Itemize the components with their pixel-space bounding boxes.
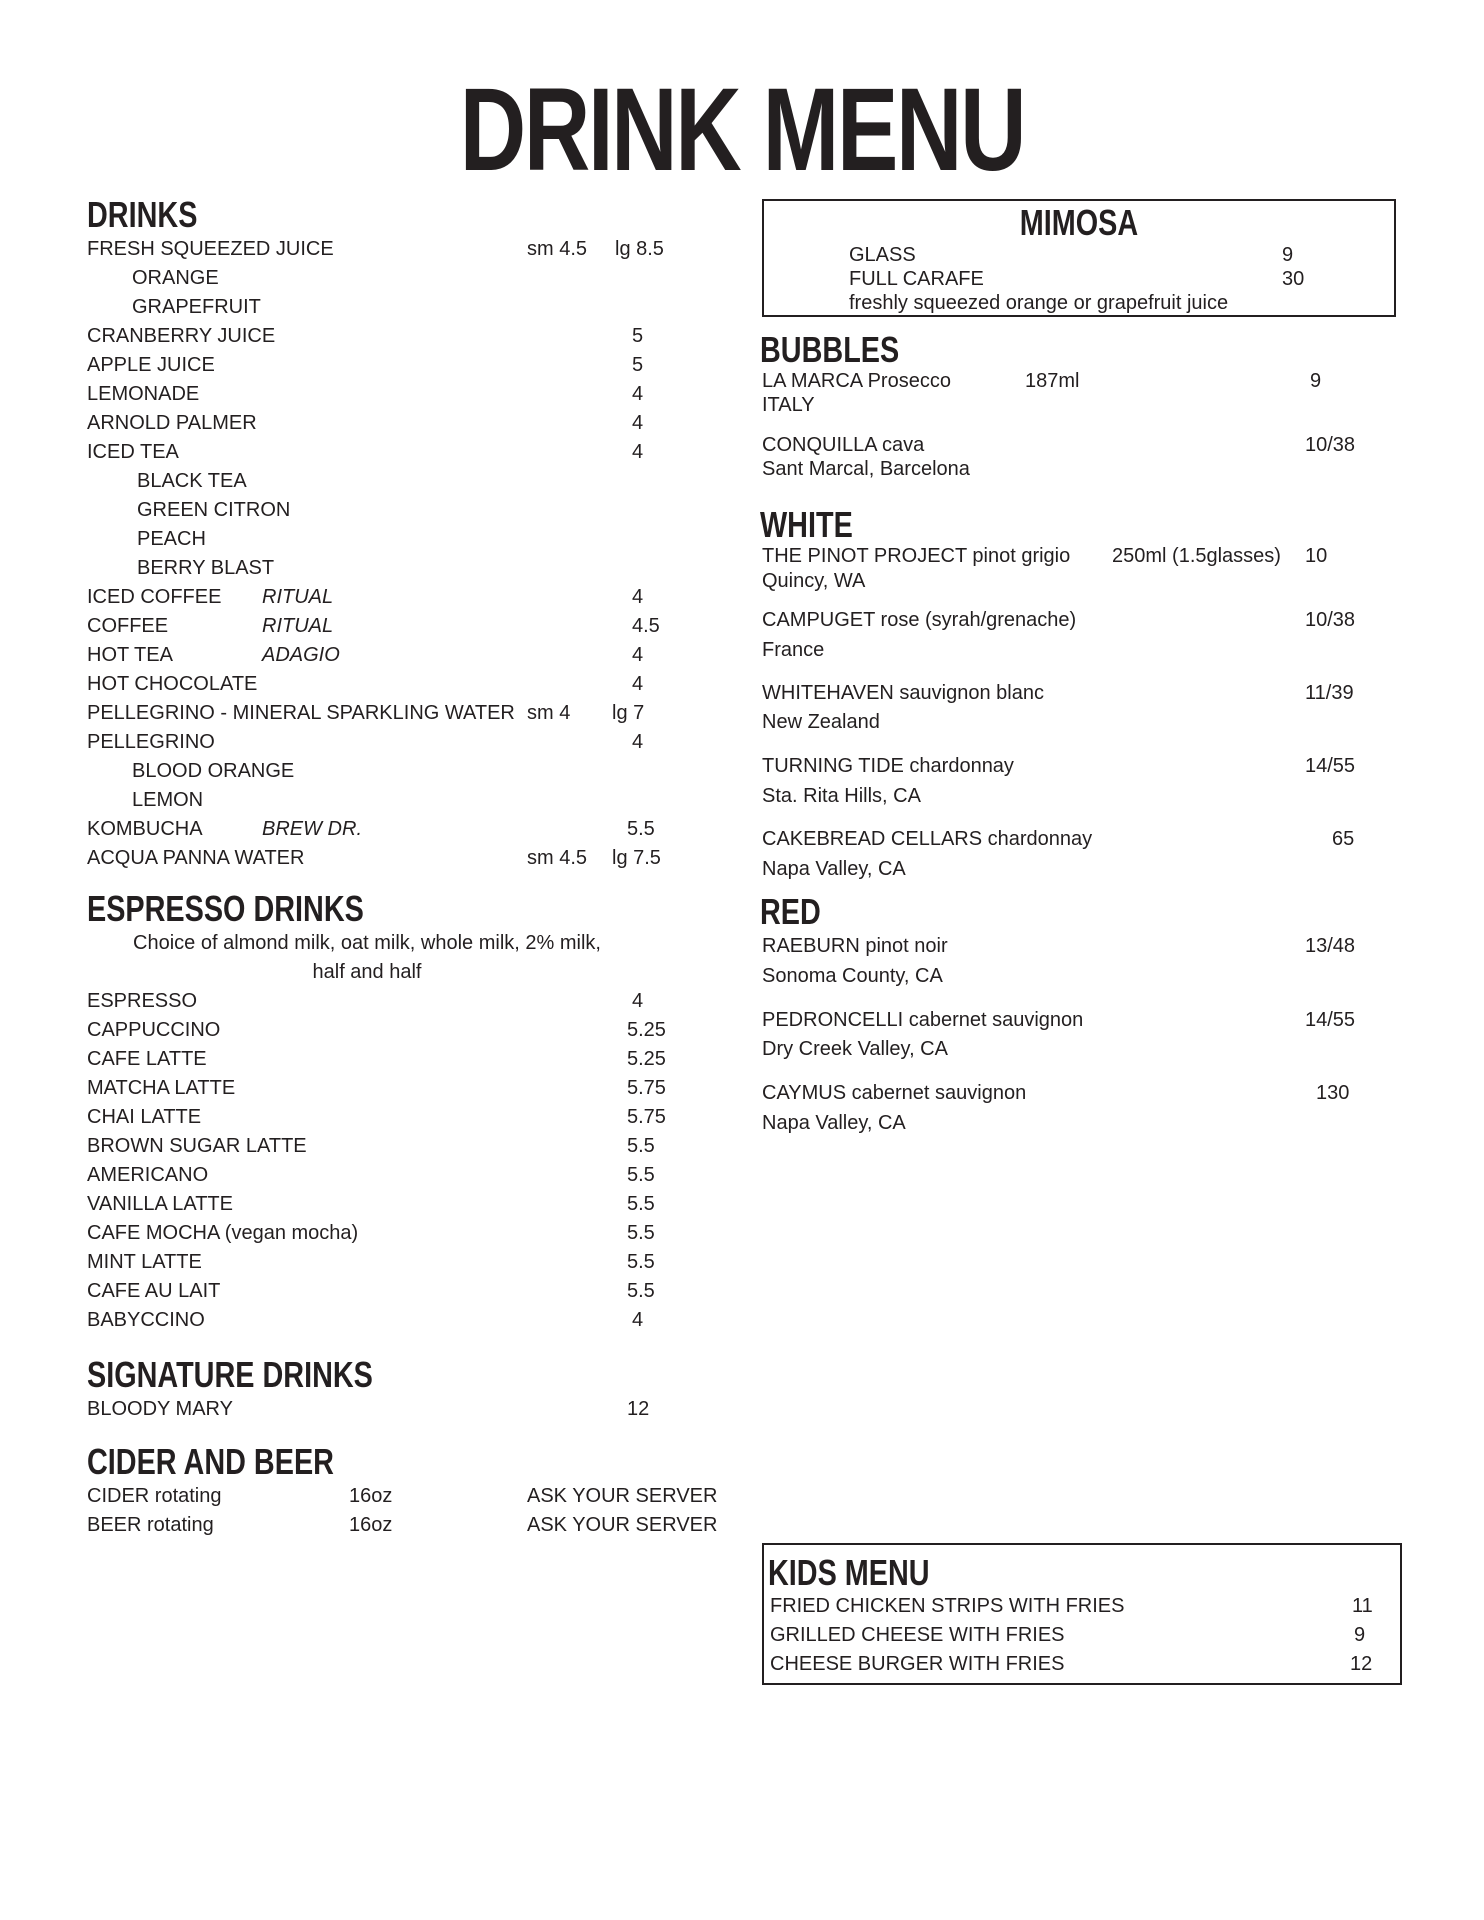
milk-note: Choice of almond milk, oat milk, whole milk, 2% milk, xyxy=(133,932,601,954)
item-price-large: lg 8.5 xyxy=(615,238,664,260)
page-title: DRINK MENU xyxy=(459,64,1025,196)
item-price: 5.5 xyxy=(627,818,655,840)
wine-price: 9 xyxy=(1310,370,1322,392)
item-price: 12 xyxy=(627,1398,650,1420)
item-price: 5.75 xyxy=(627,1077,666,1099)
item-name: ESPRESSO xyxy=(87,990,198,1012)
item-price: 4 xyxy=(632,586,644,608)
wine-name: CAYMUS cabernet sauvignon xyxy=(762,1082,1027,1104)
item-price: 4 xyxy=(632,441,644,463)
item-size: 16oz xyxy=(349,1485,393,1507)
wine-name: PEDRONCELLI cabernet sauvignon xyxy=(762,1009,1084,1031)
option-item: PEACH xyxy=(137,528,206,550)
item-name: BROWN SUGAR LATTE xyxy=(87,1135,307,1157)
option-item: BLOOD ORANGE xyxy=(132,760,295,782)
menu-item xyxy=(87,699,707,728)
item-name: KOMBUCHA xyxy=(87,818,203,840)
mimosa-carafe-price: 30 xyxy=(1282,268,1305,290)
kids-menu-box xyxy=(762,1543,1402,1685)
menu-item xyxy=(87,1074,707,1103)
wine-name: WHITEHAVEN sauvignon blanc xyxy=(762,682,1044,704)
item-price: 5.75 xyxy=(627,1106,666,1128)
wine-size: 250ml (1.5glasses) xyxy=(1112,545,1281,567)
menu-item xyxy=(87,987,707,1016)
item-name: PELLEGRINO - MINERAL SPARKLING WATER xyxy=(87,702,515,724)
menu-item xyxy=(87,1016,707,1045)
mimosa-glass-name: GLASS xyxy=(849,244,916,266)
option-item: LEMON xyxy=(132,789,204,811)
item-name: CAPPUCCINO xyxy=(87,1019,221,1041)
mimosa-heading: MIMOSA xyxy=(1019,202,1139,243)
menu-item xyxy=(87,351,707,380)
menu-item xyxy=(87,1277,707,1306)
item-name: BABYCCINO xyxy=(87,1309,205,1331)
item-name: HOT TEA xyxy=(87,644,173,666)
item-brand: BREW DR. xyxy=(262,818,362,840)
drinks-heading: DRINKS xyxy=(87,194,198,235)
item-name: CRANBERRY JUICE xyxy=(87,325,276,347)
item-name: ICED COFFEE xyxy=(87,586,222,608)
wine-name: CAMPUGET rose (syrah/grenache) xyxy=(762,609,1077,631)
signature-heading: SIGNATURE DRINKS xyxy=(87,1354,373,1395)
item-name: CAFE LATTE xyxy=(87,1048,207,1070)
menu-item xyxy=(87,1395,707,1424)
espresso-heading: ESPRESSO DRINKS xyxy=(87,888,364,929)
menu-item xyxy=(87,815,707,844)
option-item: ORANGE xyxy=(132,267,219,289)
wine-origin: Napa Valley, CA xyxy=(762,858,906,880)
item-price: 5.5 xyxy=(627,1193,655,1215)
mimosa-carafe-name: FULL CARAFE xyxy=(849,268,984,290)
wine-origin: Quincy, WA xyxy=(762,570,866,592)
item-brand: ADAGIO xyxy=(262,644,340,666)
wine-price: 10/38 xyxy=(1305,609,1356,631)
item-price: 5.5 xyxy=(627,1164,655,1186)
wine-price: 10 xyxy=(1305,545,1328,567)
item-price: ASK YOUR SERVER xyxy=(527,1514,718,1536)
item-name: LEMONADE xyxy=(87,383,200,405)
wine-price: 13/48 xyxy=(1305,935,1356,957)
menu-item xyxy=(87,1306,707,1335)
item-price: 4 xyxy=(632,1309,644,1331)
kids-item-price: 9 xyxy=(1354,1624,1366,1646)
menu-item xyxy=(87,1482,718,1511)
item-name: ICED TEA xyxy=(87,441,179,463)
item-price-large: lg 7.5 xyxy=(612,847,661,869)
menu-item xyxy=(87,728,707,757)
mimosa-box xyxy=(762,199,1396,317)
wine-name: CONQUILLA cava xyxy=(762,434,925,456)
menu-item xyxy=(87,235,707,264)
menu-item xyxy=(87,612,707,641)
wine-price: 11/39 xyxy=(1305,682,1354,704)
option-item: GRAPEFRUIT xyxy=(132,296,261,318)
left-column xyxy=(87,194,718,1540)
menu-item xyxy=(87,1248,707,1277)
item-price-small: sm 4.5 xyxy=(527,238,588,260)
menu-item xyxy=(87,1190,707,1219)
wine-name: RAEBURN pinot noir xyxy=(762,935,948,957)
item-name: ARNOLD PALMER xyxy=(87,412,257,434)
white-heading: WHITE xyxy=(760,504,853,545)
item-name: BLOODY MARY xyxy=(87,1398,233,1420)
kids-item-price: 11 xyxy=(1352,1595,1373,1617)
item-price-large: lg 7 xyxy=(612,702,645,724)
wine-origin: Sant Marcal, Barcelona xyxy=(762,458,970,480)
item-name: MINT LATTE xyxy=(87,1251,202,1273)
kids-item-name: FRIED CHICKEN STRIPS WITH FRIES xyxy=(770,1595,1125,1617)
item-name: CHAI LATTE xyxy=(87,1106,202,1128)
item-name: CAFE AU LAIT xyxy=(87,1280,221,1302)
wine-name: TURNING TIDE chardonnay xyxy=(762,755,1014,777)
item-price: 5 xyxy=(632,354,644,376)
item-price-small: sm 4.5 xyxy=(527,847,588,869)
wine-price: 14/55 xyxy=(1305,755,1356,777)
item-price: 5.25 xyxy=(627,1019,666,1041)
item-name: ACQUA PANNA WATER xyxy=(87,847,305,869)
item-brand: RITUAL xyxy=(262,586,334,608)
wine-name: THE PINOT PROJECT pinot grigio xyxy=(762,545,1071,567)
option-item: GREEN CITRON xyxy=(137,499,291,521)
kids-item-name: GRILLED CHEESE WITH FRIES xyxy=(770,1624,1065,1646)
item-price: ASK YOUR SERVER xyxy=(527,1485,718,1507)
menu-item xyxy=(87,409,707,438)
menu-item xyxy=(87,844,707,873)
item-price: 5.5 xyxy=(627,1280,655,1302)
item-name: MATCHA LATTE xyxy=(87,1077,236,1099)
menu-item xyxy=(87,1511,718,1540)
item-name: AMERICANO xyxy=(87,1164,209,1186)
item-name: BEER rotating xyxy=(87,1514,214,1536)
item-price: 4 xyxy=(632,990,644,1012)
wine-price: 10/38 xyxy=(1305,434,1356,456)
menu-item xyxy=(87,1132,707,1161)
red-heading: RED xyxy=(760,891,821,932)
item-name: PELLEGRINO xyxy=(87,731,215,753)
wine-price: 130 xyxy=(1316,1082,1350,1104)
wine-price: 14/55 xyxy=(1305,1009,1356,1031)
item-price: 5 xyxy=(632,325,644,347)
option-item: BLACK TEA xyxy=(137,470,247,492)
option-item: BERRY BLAST xyxy=(137,557,275,579)
milk-note: half and half xyxy=(312,961,422,983)
item-price: 4 xyxy=(632,731,644,753)
item-price: 5.5 xyxy=(627,1251,655,1273)
kids-item-price: 12 xyxy=(1350,1653,1373,1675)
item-name: COFFEE xyxy=(87,615,169,637)
item-price: 5.25 xyxy=(627,1048,666,1070)
menu-item xyxy=(87,1161,707,1190)
item-size: 16oz xyxy=(349,1514,393,1536)
wine-origin: ITALY xyxy=(762,394,815,416)
wine-origin: Dry Creek Valley, CA xyxy=(762,1038,948,1060)
item-price: 4 xyxy=(632,673,644,695)
item-price-small: sm 4 xyxy=(527,702,571,724)
kids-item-name: CHEESE BURGER WITH FRIES xyxy=(770,1653,1065,1675)
menu-item xyxy=(87,322,707,351)
menu-item xyxy=(87,670,707,699)
menu-item xyxy=(87,641,707,670)
wine-name: CAKEBREAD CELLARS chardonnay xyxy=(762,828,1093,850)
menu-item xyxy=(87,1045,707,1074)
item-price: 4 xyxy=(632,383,644,405)
wine-origin: New Zealand xyxy=(762,711,880,733)
bubbles-heading: BUBBLES xyxy=(760,329,900,370)
item-price: 5.5 xyxy=(627,1135,655,1157)
item-price: 4 xyxy=(632,644,644,666)
item-name: CIDER rotating xyxy=(87,1485,222,1507)
menu-item xyxy=(87,380,707,409)
kids-heading: KIDS MENU xyxy=(768,1552,930,1593)
wine-origin: Napa Valley, CA xyxy=(762,1112,906,1134)
menu-item xyxy=(87,438,707,467)
wine-size: 187ml xyxy=(1025,370,1080,392)
menu-item xyxy=(87,1103,707,1132)
item-name: FRESH SQUEEZED JUICE xyxy=(87,238,334,260)
item-name: CAFE MOCHA (vegan mocha) xyxy=(87,1222,359,1244)
item-brand: RITUAL xyxy=(262,615,334,637)
mimosa-glass-price: 9 xyxy=(1282,244,1294,266)
wine-name: LA MARCA Prosecco xyxy=(762,370,951,392)
wine-origin: Sta. Rita Hills, CA xyxy=(762,785,921,807)
menu-item xyxy=(87,583,707,612)
item-price: 5.5 xyxy=(627,1222,655,1244)
wine-price: 65 xyxy=(1332,828,1355,850)
item-name: VANILLA LATTE xyxy=(87,1193,233,1215)
item-name: APPLE JUICE xyxy=(87,354,215,376)
item-price: 4.5 xyxy=(632,615,660,637)
wine-origin: France xyxy=(762,639,825,661)
mimosa-note: freshly squeezed orange or grapefruit juice xyxy=(849,292,1229,314)
wine-origin: Sonoma County, CA xyxy=(762,965,943,987)
item-price: 4 xyxy=(632,412,644,434)
menu-item xyxy=(87,1219,707,1248)
item-name: HOT CHOCOLATE xyxy=(87,673,258,695)
cider-beer-heading: CIDER AND BEER xyxy=(87,1441,334,1482)
